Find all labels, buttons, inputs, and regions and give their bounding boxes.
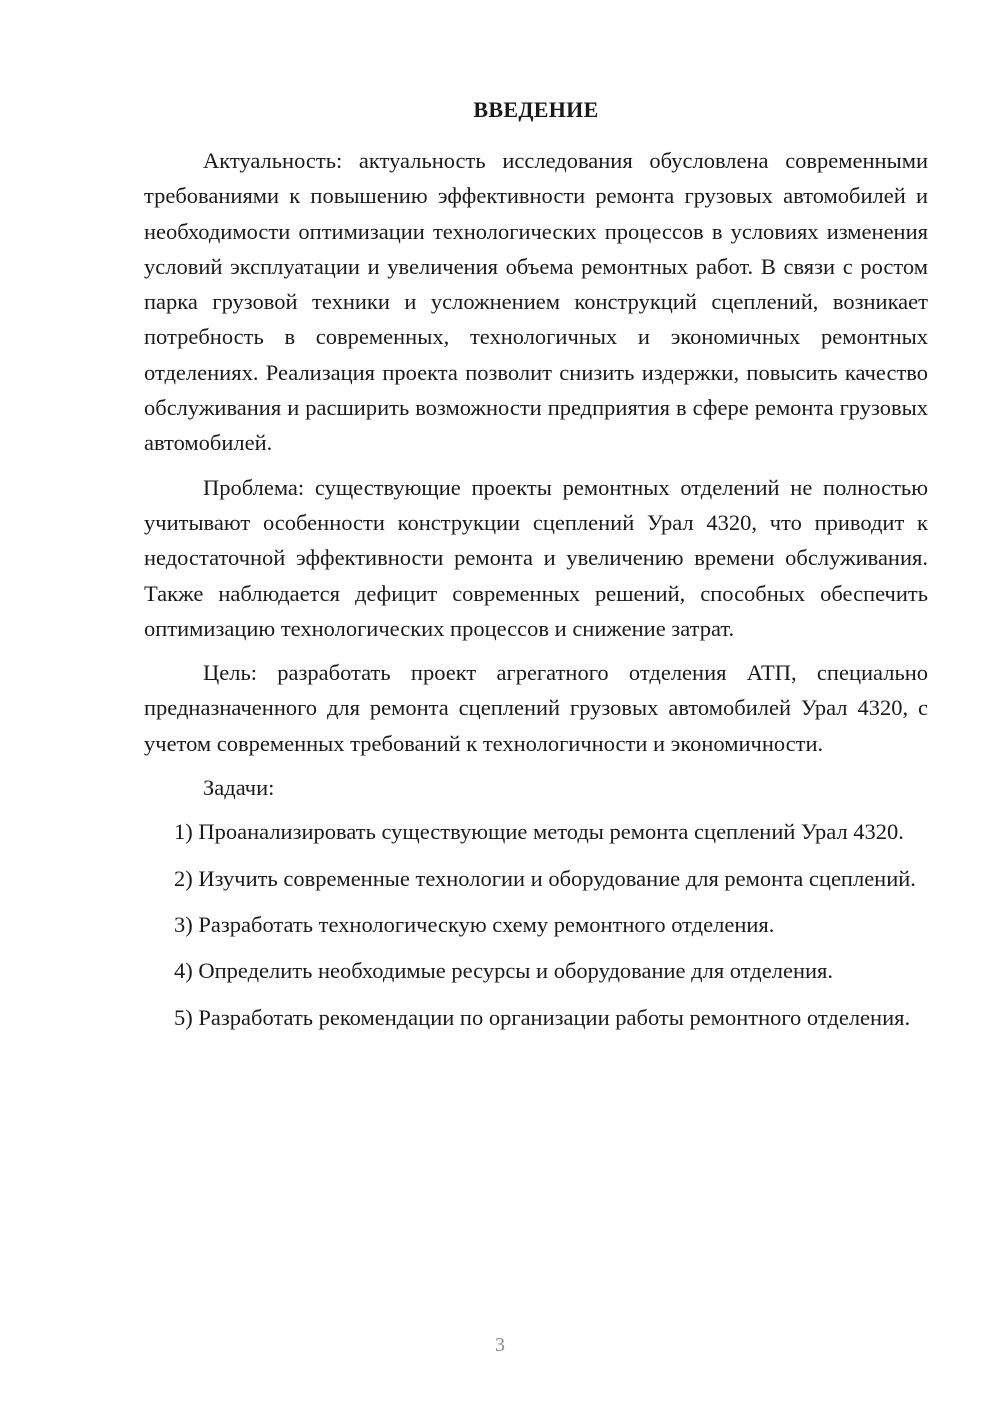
task-item: 4) Определить необходимые ресурсы и оборудование для отделения.	[174, 958, 834, 984]
task-item: 1) Проанализировать существующие методы ремонта сцеплений Урал 4320.	[174, 819, 904, 845]
page-number: 3	[495, 1334, 505, 1356]
problem-paragraph: Проблема: существующие проекты ремонтных отделений не полностью учитывают особенности конструкции сцеплений Урал 4320, что приводит к недостаточной эффективности ремонта и увеличению времени обслуживания. Также наблюдается дефицит современных решений, способных обеспечить оптимизацию технологических процессов и снижение затрат.	[144, 474, 928, 641]
document-page	[144, 95, 928, 1046]
task-item: 2) Изучить современные технологии и оборудование для ремонта сцеплений.	[174, 865, 916, 891]
section-title: ВВЕДЕНИЕ	[473, 97, 599, 122]
task-item: 3) Разработать технологическую схему ремонтного отделения.	[174, 911, 775, 937]
tasks-heading: Задачи:	[203, 775, 275, 801]
goal-paragraph: Цель: разработать проект агрегатного отделения АТП, специально предназначенного для ремонта сцеплений грузовых автомобилей Урал 4320, с учетом современных требований к технологичности и экономичности.	[144, 660, 928, 756]
relevance-paragraph: Актуальность: актуальность исследования обусловлена современными требованиями к повышению эффективности ремонта грузовых автомобилей и необходимости оптимизации технологических процессов в условиях изменения условий эксплуатации и увеличения объема ремонтных работ. В связи с ростом парка грузовой техники и усложнением конструкций сцеплений, возникает потребность в современных, технологичных и экономичных ремонтных отделениях. Реализация проекта позволит снизить издержки, повысить качество обслуживания и расширить возможности предприятия в сфере ремонта грузовых автомобилей.	[144, 148, 928, 456]
task-item: 5) Разработать рекомендации по организации работы ремонтного отделения.	[174, 1004, 911, 1030]
